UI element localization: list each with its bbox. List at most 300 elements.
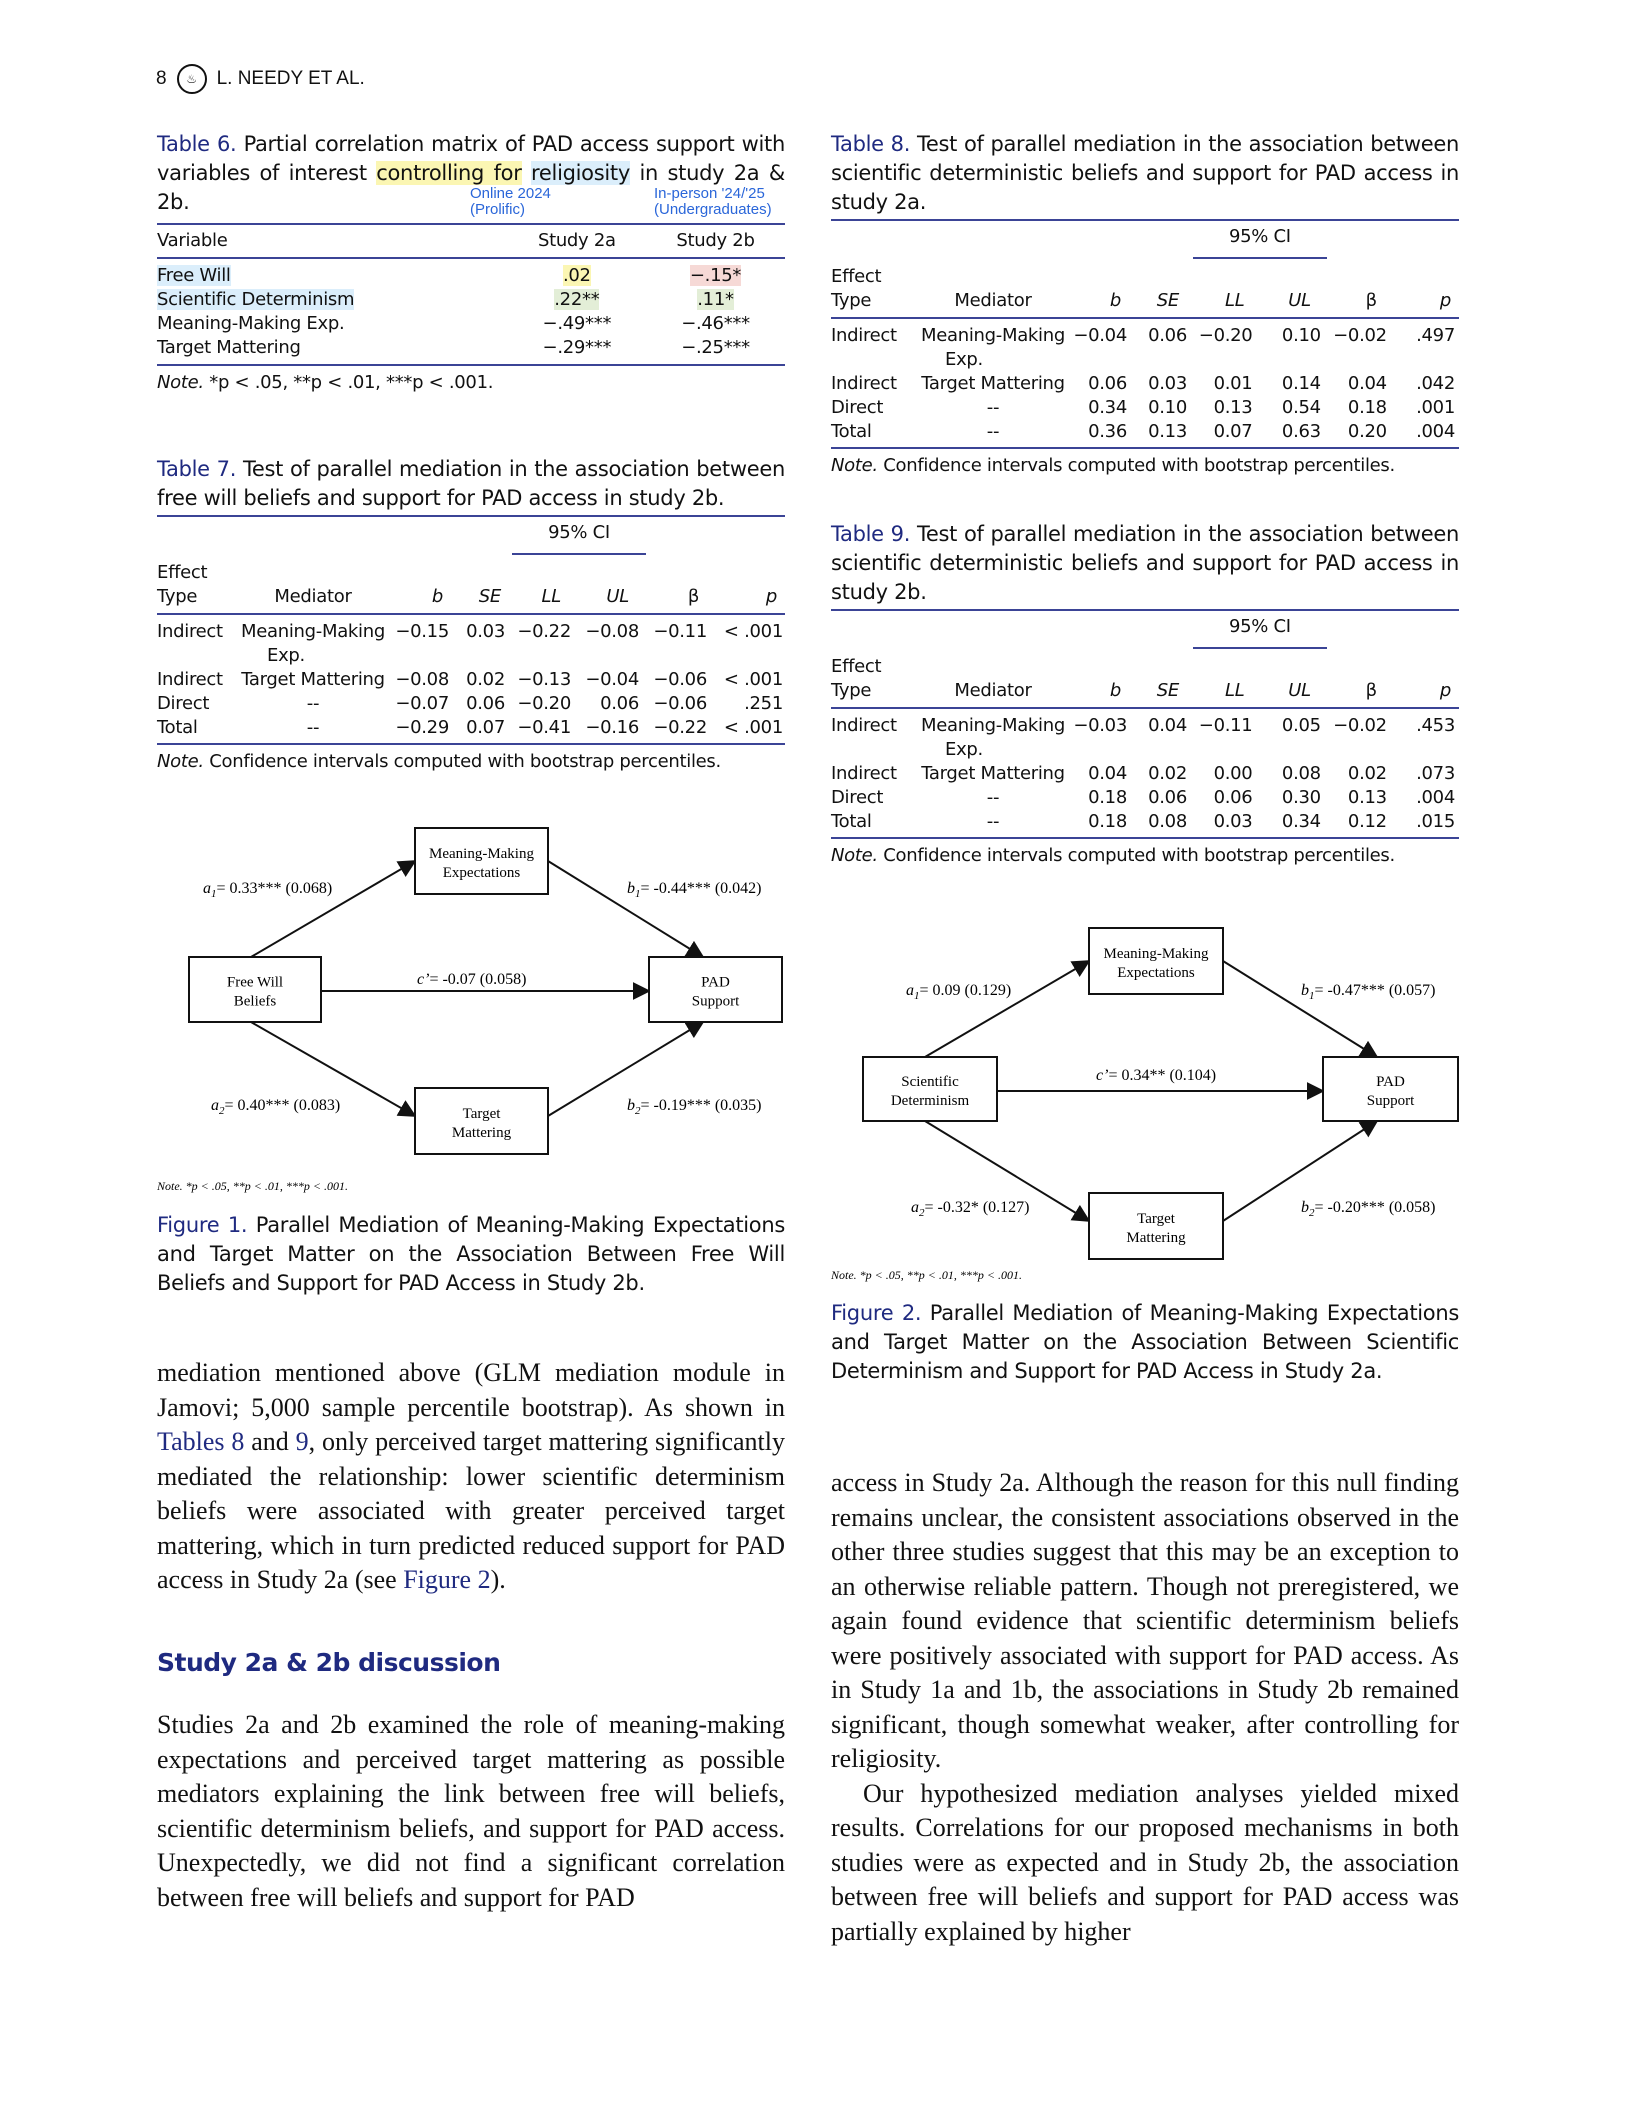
mediator-line2: Exp. [945, 739, 983, 760]
path-subscript: 2 [1309, 1207, 1315, 1219]
cell-study-2b: −.25*** [681, 337, 750, 358]
table-row [157, 614, 785, 668]
table-9 [831, 520, 1459, 869]
cell-beta: −0.06 [653, 669, 707, 690]
cell-p: .251 [744, 693, 783, 714]
node-meaning-making-expectations-label-line1: Meaning-Making [1103, 946, 1209, 962]
table-8-grid [831, 221, 1459, 449]
table-header-row [831, 289, 1459, 318]
col-header-effect: Effect [831, 266, 882, 287]
col-header-ll: LL [1225, 680, 1245, 701]
node-target-mattering-label-line2: Mattering [1126, 1230, 1186, 1246]
col-header-beta: β [1365, 680, 1377, 701]
path-b2-label [627, 1097, 762, 1117]
table-7-body [157, 614, 785, 744]
cell-effect-type: Indirect [157, 669, 223, 690]
cell-effect-type: Direct [831, 397, 884, 418]
cell-study-2a: −.49*** [542, 313, 612, 334]
mediator-line1: Target Mattering [921, 763, 1065, 784]
node-pad-support-label-line2: Support [1366, 1093, 1415, 1109]
cell-mediator [917, 762, 1069, 786]
figure-2-label: Figure 2. [831, 1301, 922, 1325]
col-header-ll: LL [1225, 290, 1245, 311]
col-header-b: b [431, 586, 443, 607]
col-header-type: Type [831, 680, 872, 701]
table-row [831, 708, 1459, 762]
cell-ll: −0.20 [517, 693, 571, 714]
cell-beta: −0.06 [653, 693, 707, 714]
table-9-caption [831, 520, 1459, 611]
cell-effect-type: Total [831, 811, 872, 832]
cell-effect-type: Direct [157, 693, 210, 714]
table-row [157, 692, 785, 716]
col-header-beta: β [1365, 290, 1377, 311]
table-8-title: Test of parallel mediation in the association between scientific deterministic beliefs and support for PAD access in study 2a. [831, 132, 1459, 214]
path-b1-arrow [1223, 961, 1377, 1057]
path-coefficient: = -0.20*** (0.058) [1314, 1199, 1436, 1216]
text-run: and [244, 1427, 296, 1456]
cell-ul: 0.08 [1281, 763, 1321, 784]
annotation-study-2b [654, 186, 772, 218]
table-8-label: Table 8. [831, 132, 911, 156]
figure-1 [157, 820, 785, 1298]
node-pad-support-label-line1: PAD [1376, 1074, 1405, 1090]
cell-mediator [239, 716, 387, 744]
highlight-religiosity: religiosity [531, 161, 630, 185]
annotation-2b-line2: (Undergraduates) [654, 201, 772, 218]
col-header-b: b [1109, 680, 1121, 701]
table-row [831, 318, 1459, 372]
cell-b: 0.36 [1088, 421, 1127, 442]
cell-beta: −0.11 [653, 621, 707, 642]
table-row [157, 312, 785, 336]
cell-b: 0.04 [1088, 763, 1127, 784]
node-predictor-label-line1: Free Will [226, 974, 284, 991]
path-coefficient: = 0.09 (0.129) [919, 982, 1012, 999]
table-header-row [831, 679, 1459, 708]
ci-header: 95% CI [512, 521, 646, 555]
cell-ll: 0.00 [1213, 763, 1253, 784]
row-variable: Meaning-Making Exp. [157, 313, 345, 334]
cell-mediator [917, 372, 1069, 396]
table-row [157, 258, 785, 288]
cell-ll: −0.20 [1198, 325, 1253, 346]
cell-ul: −0.04 [585, 669, 639, 690]
path-a1-label [906, 982, 1011, 1002]
cell-ll: 0.13 [1213, 397, 1253, 418]
cell-ul: 0.14 [1281, 373, 1321, 394]
col-header-ll: LL [541, 586, 561, 607]
path-symbol: a [906, 982, 914, 999]
cell-ll: 0.07 [1213, 421, 1253, 442]
table-8-note [831, 453, 1459, 479]
cell-mediator [917, 708, 1069, 762]
col-header-p: p [765, 586, 777, 607]
path-b1-label [627, 880, 762, 900]
cell-b: 0.34 [1088, 397, 1127, 418]
cell-p: < .001 [723, 717, 783, 738]
col-header-ul: UL [1288, 290, 1311, 311]
node-predictor-label-line1: Scientific [901, 1074, 959, 1090]
node-meaning-making-expectations-label-line2: Expectations [442, 865, 521, 881]
cell-study-2a: −.29*** [542, 337, 612, 358]
node-pad-support-label-line1: PAD [701, 974, 730, 991]
path-subscript: 2 [219, 1105, 225, 1117]
cell-p: .001 [1416, 397, 1455, 418]
table-6-title-end: in study 2a & 2b. [157, 161, 785, 214]
table-9-body [831, 708, 1459, 838]
paragraph: Studies 2a and 2b examined the role of meaning-making expectations and perceived target mattering as possible mediators explaining the link between free will beliefs, scientific determinism beliefs, and support for PAD access. Unexpectedly, we did not find a significant correlation between free will beliefs and support for PAD [157, 1710, 785, 1912]
col-header-se: SE [1156, 290, 1179, 311]
node-pad-support-label-line2: Support [691, 993, 740, 1010]
cell-mediator [239, 614, 387, 668]
path-c-prime-label [1096, 1067, 1216, 1084]
cell-se: 0.02 [1148, 763, 1187, 784]
table-row [831, 372, 1459, 396]
ci-header: 95% CI [1193, 615, 1327, 649]
figure-2-caption [831, 1299, 1459, 1386]
cell-beta: 0.20 [1347, 421, 1387, 442]
cell-se: 0.07 [466, 717, 505, 738]
table-7-label: Table 7. [157, 457, 237, 481]
figure-1-caption-text: Parallel Mediation of Meaning-Making Expectations and Target Matter on the Association Between Free Will Beliefs and Support for PAD Access in Study 2b. [157, 1213, 785, 1295]
cell-b: −0.04 [1073, 325, 1127, 346]
cell-beta: −0.22 [653, 717, 707, 738]
mediator-line1: -- [986, 421, 1000, 442]
cell-ll: −0.13 [517, 669, 571, 690]
mediator-line1: Meaning-Making [241, 621, 385, 642]
cell-effect-type: Indirect [831, 373, 897, 394]
node-target-mattering-label-line1: Target [462, 1106, 501, 1122]
col-header-p: p [1439, 680, 1451, 701]
body-text-left [157, 1356, 785, 1915]
node-target-mattering-label-line1: Target [1137, 1211, 1175, 1227]
note-text: Confidence intervals computed with bootstrap percentiles. [883, 455, 1395, 476]
path-a2-label [911, 1199, 1030, 1219]
path-symbol: a [203, 880, 211, 897]
path-subscript: 1 [211, 888, 217, 900]
figure-2-diagram [831, 915, 1459, 1290]
cell-mediator [917, 396, 1069, 420]
lamp-icon: ♨ [177, 64, 207, 94]
table-6-title: Partial correlation matrix of PAD access support with variables of interest [157, 132, 785, 185]
table-7-grid [157, 517, 785, 745]
path-symbol: a [911, 1199, 919, 1216]
cell-beta: 0.04 [1347, 373, 1387, 394]
cell-se: 0.08 [1148, 811, 1187, 832]
path-coefficient: = 0.34** (0.104) [1108, 1067, 1217, 1084]
path-b2-label [1301, 1199, 1436, 1219]
note-text: *p < .05, **p < .01, ***p < .001. [209, 372, 494, 393]
cell-se: 0.02 [466, 669, 505, 690]
path-b1-label [1301, 982, 1436, 1002]
cell-effect-type: Total [157, 717, 198, 738]
cell-study-2b: −.15* [689, 265, 742, 286]
path-a2-label [211, 1097, 340, 1117]
cell-study-2b: −.46*** [681, 313, 750, 334]
node-predictor-label-line2: Determinism [890, 1093, 970, 1109]
note-label: Note. [157, 751, 204, 772]
mediator-line1: Target Mattering [921, 373, 1065, 394]
note-text: Confidence intervals computed with bootstrap percentiles. [883, 845, 1395, 866]
table-6 [157, 130, 785, 396]
cell-b: −0.07 [395, 693, 449, 714]
cell-se: 0.13 [1148, 421, 1187, 442]
path-subscript: 1 [1309, 990, 1315, 1002]
table-row [157, 716, 785, 744]
table-header-row [157, 585, 785, 614]
col-header-effect: Effect [831, 656, 882, 677]
col-header-effect: Effect [157, 562, 208, 583]
note-label: Note. [831, 455, 878, 476]
note-text: Confidence intervals computed with bootstrap percentiles. [209, 751, 721, 772]
text-run: mediation mentioned above (GLM mediation module in Jamovi; 5,000 sample percentile bootstrap). As shown in [157, 1358, 785, 1422]
table-9-grid [831, 611, 1459, 839]
cell-beta: 0.13 [1347, 787, 1387, 808]
figure-2 [831, 915, 1459, 1386]
path-symbol: c’ [417, 971, 430, 988]
mediator-line1: -- [306, 717, 320, 738]
cell-b: 0.18 [1088, 787, 1127, 808]
table-6-label: Table 6. [157, 132, 237, 156]
cell-study-2a: .02 [562, 265, 591, 286]
cell-effect-type: Indirect [831, 763, 897, 784]
cell-p: < .001 [723, 621, 783, 642]
mediator-line2: Exp. [945, 349, 983, 370]
text-run: , only perceived target mattering significantly mediated the relationship: lower scientific determinism beliefs were associated with greater perceived target mattering, which in turn predicted reduced support for PAD access in Study 2a (see [157, 1427, 786, 1594]
path-coefficient: = -0.32* (0.127) [924, 1199, 1030, 1216]
running-head [156, 64, 365, 94]
table-8 [831, 130, 1459, 479]
node-predictor-label-line2: Beliefs [233, 993, 277, 1010]
path-coefficient: = 0.40*** (0.083) [224, 1097, 341, 1114]
cell-p: .004 [1416, 787, 1455, 808]
row-variable: Scientific Determinism [157, 289, 355, 310]
cell-p: < .001 [723, 669, 783, 690]
body-text-right [831, 1466, 1459, 1949]
table-8-caption [831, 130, 1459, 221]
path-coefficient: = -0.07 (0.058) [429, 971, 527, 988]
table-row [831, 810, 1459, 838]
table-6-note [157, 370, 785, 396]
mediator-line1: -- [986, 397, 1000, 418]
cell-ul: 0.63 [1281, 421, 1321, 442]
section-heading: Study 2a & 2b discussion [157, 1647, 501, 1677]
path-a1-arrow [251, 861, 415, 957]
figure-note: Note. *p < .05, **p < .01, ***p < .001. [831, 1268, 1022, 1282]
mediator-line2: Exp. [267, 645, 305, 666]
link-table-9[interactable]: 9 [295, 1427, 309, 1456]
running-head-authors: L. NEEDY ET AL. [216, 68, 365, 89]
col-header-type: Type [157, 586, 198, 607]
row-variable: Target Mattering [157, 337, 301, 358]
cell-beta: −0.02 [1333, 715, 1387, 736]
mediator-line1: -- [986, 787, 1000, 808]
cell-se: 0.03 [466, 621, 505, 642]
cell-ul: 0.05 [1281, 715, 1321, 736]
cell-mediator [917, 420, 1069, 448]
table-7 [157, 455, 785, 775]
table-row [831, 762, 1459, 786]
figure-1-caption [157, 1211, 785, 1298]
table-row [831, 396, 1459, 420]
cell-effect-type: Indirect [831, 325, 897, 346]
cell-study-2b: .11* [697, 289, 734, 310]
cell-ll: 0.06 [1213, 787, 1253, 808]
annotation-2b-line1: In-person '24/'25 [654, 185, 765, 202]
col-header-type: Type [831, 290, 872, 311]
mediator-line1: Target Mattering [241, 669, 385, 690]
cell-p: .497 [1416, 325, 1455, 346]
cell-p: .004 [1416, 421, 1455, 442]
cell-ul: 0.06 [600, 693, 639, 714]
cell-se: 0.04 [1148, 715, 1187, 736]
cell-effect-type: Indirect [157, 621, 223, 642]
cell-mediator [917, 786, 1069, 810]
cell-effect-type: Indirect [831, 715, 897, 736]
cell-p: .073 [1416, 763, 1455, 784]
table-9-label: Table 9. [831, 522, 911, 546]
note-label: Note. [157, 372, 204, 393]
table-7-caption [157, 455, 785, 517]
table-row [831, 420, 1459, 448]
cell-p: .015 [1416, 811, 1455, 832]
path-coefficient: = -0.44*** (0.042) [640, 880, 762, 897]
cell-b: 0.18 [1088, 811, 1127, 832]
col-header-study-2b: Study 2b [676, 230, 755, 251]
cell-ul: −0.08 [585, 621, 639, 642]
table-9-note [831, 843, 1459, 869]
text-run: ). [490, 1565, 506, 1594]
cell-beta: 0.18 [1347, 397, 1387, 418]
figure-1-diagram [157, 820, 785, 1200]
path-symbol: b [1301, 982, 1309, 999]
path-coefficient: = -0.47*** (0.057) [1314, 982, 1436, 999]
paragraph [157, 1356, 785, 1598]
cell-mediator [239, 668, 387, 692]
cell-beta: −0.02 [1333, 325, 1387, 346]
cell-b: −0.29 [395, 717, 449, 738]
col-header-variable: Variable [157, 230, 228, 251]
cell-mediator [239, 692, 387, 716]
col-header-beta: β [687, 586, 699, 607]
path-a1-label [203, 880, 332, 900]
path-coefficient: = -0.19*** (0.035) [640, 1097, 762, 1114]
cell-ll: −0.41 [517, 717, 571, 738]
cell-b: −0.08 [395, 669, 449, 690]
path-b1-arrow [548, 861, 703, 957]
col-header-se: SE [1156, 680, 1179, 701]
cell-se: 0.10 [1148, 397, 1187, 418]
path-coefficient: = 0.33*** (0.068) [216, 880, 333, 897]
mediator-line1: Meaning-Making [921, 325, 1065, 346]
cell-se: 0.06 [1148, 787, 1187, 808]
table-7-title: Test of parallel mediation in the association between free will beliefs and support for PAD access in study 2b. [157, 457, 785, 510]
figure-2-caption-text: Parallel Mediation of Meaning-Making Expectations and Target Matter on the Association Between Scientific Determinism and Support for PAD Access in Study 2a. [831, 1301, 1459, 1383]
path-symbol: c’ [1096, 1067, 1109, 1084]
table-header-row [157, 224, 785, 258]
cell-mediator [917, 318, 1069, 372]
table-9-title: Test of parallel mediation in the association between scientific deterministic beliefs and support for PAD access in study 2b. [831, 522, 1459, 604]
cell-beta: 0.12 [1347, 811, 1387, 832]
cell-se: 0.06 [466, 693, 505, 714]
node-meaning-making-expectations-label-line1: Meaning-Making [429, 846, 534, 862]
cell-effect-type: Direct [831, 787, 884, 808]
path-subscript: 2 [635, 1105, 641, 1117]
cell-ul: 0.30 [1281, 787, 1321, 808]
node-target-mattering-label-line2: Mattering [451, 1125, 512, 1141]
cell-b: 0.06 [1088, 373, 1127, 394]
cell-se: 0.03 [1148, 373, 1187, 394]
path-subscript: 1 [635, 888, 641, 900]
annotation-2a-line1: Online 2024 [470, 185, 551, 202]
link-figure-2[interactable]: Figure 2 [403, 1565, 491, 1594]
path-a1-arrow [925, 961, 1089, 1057]
cell-ul: −0.16 [585, 717, 639, 738]
cell-p: .042 [1416, 373, 1455, 394]
link-tables-8[interactable]: Tables 8 [157, 1427, 245, 1456]
annotation-study-2a [470, 186, 551, 218]
cell-beta: 0.02 [1347, 763, 1387, 784]
col-header-ul: UL [1288, 680, 1311, 701]
col-header-b: b [1109, 290, 1121, 311]
path-symbol: b [1301, 1199, 1309, 1216]
table-7-note [157, 749, 785, 775]
paragraph: Our hypothesized mediation analyses yielded mixed results. Correlations for our proposed mechanisms in both studies were as expected and in Study 2b, the association between free will beliefs and support for PAD access was partially explained by higher [831, 1778, 1459, 1946]
cell-se: 0.06 [1148, 325, 1187, 346]
table-row [157, 336, 785, 365]
path-symbol: b [627, 880, 635, 897]
cell-b: −0.15 [395, 621, 449, 642]
cell-ll: 0.03 [1213, 811, 1253, 832]
figure-note: Note. *p < .05, **p < .01, ***p < .001. [157, 1179, 348, 1193]
node-meaning-making-expectations-label-line2: Expectations [1117, 965, 1195, 981]
cell-effect-type: Total [831, 421, 872, 442]
mediator-line1: -- [306, 693, 320, 714]
path-subscript: 2 [919, 1207, 925, 1219]
cell-p: .453 [1416, 715, 1455, 736]
cell-b: −0.03 [1073, 715, 1127, 736]
figure-1-label: Figure 1. [157, 1213, 248, 1237]
row-variable: Free Will [157, 265, 231, 286]
col-header-se: SE [478, 586, 501, 607]
cell-ul: 0.54 [1281, 397, 1321, 418]
table-row [157, 668, 785, 692]
path-symbol: a [211, 1097, 219, 1114]
mediator-line1: Meaning-Making [921, 715, 1065, 736]
cell-ul: 0.10 [1281, 325, 1321, 346]
path-symbol: b [627, 1097, 635, 1114]
col-header-mediator: Mediator [954, 680, 1032, 701]
ci-header: 95% CI [1193, 225, 1327, 259]
cell-ll: −0.22 [517, 621, 571, 642]
cell-ll: −0.11 [1198, 715, 1253, 736]
col-header-study-2a: Study 2a [537, 230, 616, 251]
cell-study-2a: .22** [554, 289, 600, 310]
path-subscript: 1 [914, 990, 920, 1002]
col-header-mediator: Mediator [954, 290, 1032, 311]
note-label: Note. [831, 845, 878, 866]
path-c-prime-label [417, 971, 526, 988]
table-row [157, 288, 785, 312]
annotation-2a-line2: (Prolific) [470, 201, 525, 218]
table-row [831, 786, 1459, 810]
col-header-p: p [1439, 290, 1451, 311]
mediator-line1: -- [986, 811, 1000, 832]
col-header-ul: UL [606, 586, 629, 607]
paragraph: access in Study 2a. Although the reason for this null finding remains unclear, the consistent associations observed in the other three studies suggest that this may be an exception to an otherwise reliable pattern. Though not preregistered, we again found evidence that scientific determinism beliefs were positively associated with support for PAD access. As in Study 1a and 1b, the associations in Study 2b remained significant, though somewhat weaker, after controlling for religiosity. [831, 1468, 1459, 1773]
col-header-mediator: Mediator [274, 586, 352, 607]
